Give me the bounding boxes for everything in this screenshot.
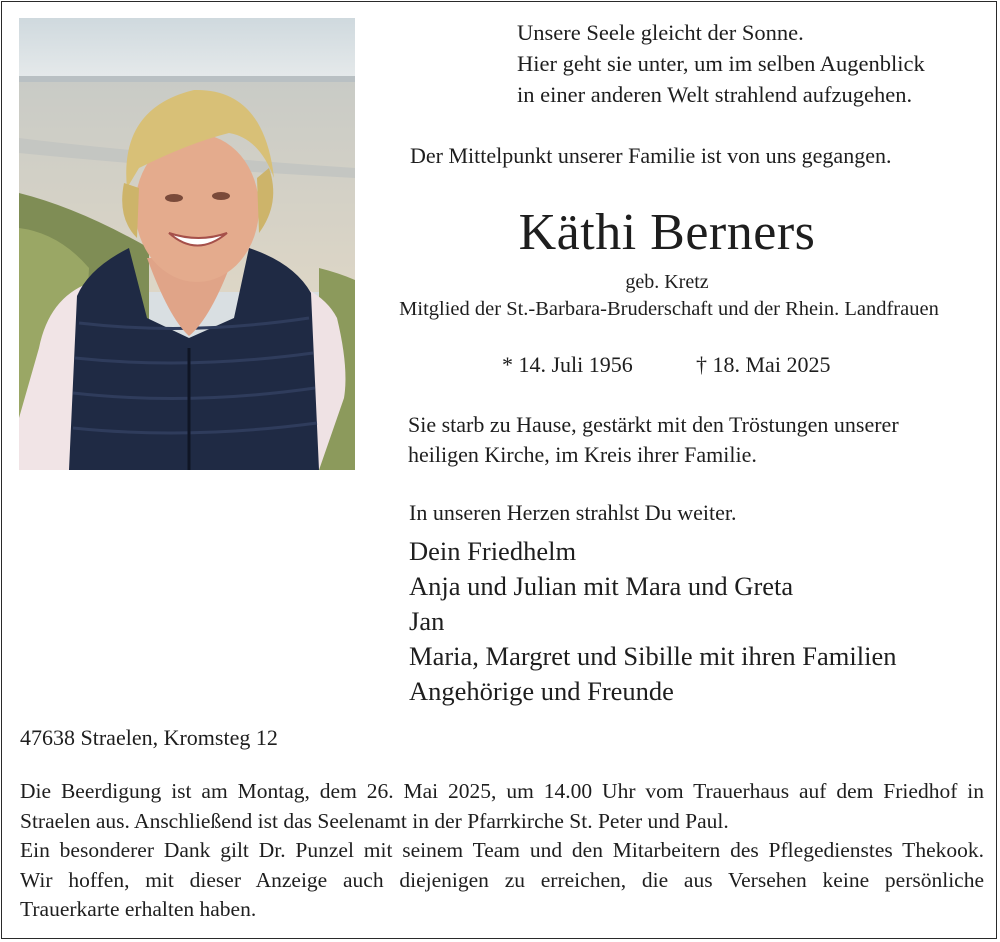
- birth-date: * 14. Juli 1956: [502, 352, 633, 377]
- quote-line: Unsere Seele gleicht der Sonne.: [517, 20, 804, 45]
- portrait-photo-graphic: [19, 18, 355, 470]
- address: 47638 Straelen, Kromsteg 12: [20, 725, 278, 750]
- quote-line: in einer anderen Welt strahlend aufzugehen.: [517, 82, 913, 107]
- mourner-entry: Dein Friedhelm: [409, 536, 577, 566]
- funeral-details: [20, 777, 984, 925]
- mourners-list: [409, 534, 896, 709]
- mourner-entry: Maria, Margret und Sibille mit ihren Familien: [409, 641, 897, 671]
- heart-line: In unseren Herzen strahlst Du weiter.: [409, 500, 737, 525]
- mourner-entry: Jan: [409, 606, 445, 636]
- intro-text: Der Mittelpunkt unserer Familie ist von uns gegangen.: [410, 143, 892, 168]
- funeral-line: Die Beerdigung ist am Montag, dem 26. Mai 2025, um 14.00 Uhr vom Trauerhaus auf dem Friedhof in: [20, 779, 984, 803]
- quote-line: Hier geht sie unter, um im selben Augenblick: [517, 51, 925, 76]
- passing-line: heiligen Kirche, im Kreis ihrer Familie.: [408, 442, 757, 467]
- deceased-name: Käthi Berners: [518, 204, 816, 261]
- funeral-line: Ein besonderer Dank gilt Dr. Punzel mit seinem Team und den Mitarbeitern des Pflegedienstes Thekook.: [20, 838, 984, 862]
- membership-text: Mitglied der St.-Barbara-Bruderschaft und der Rhein. Landfrauen: [399, 298, 939, 320]
- death-date: † 18. Mai 2025: [696, 352, 831, 377]
- obituary-notice: [1, 1, 997, 939]
- mourner-entry: Anja und Julian mit Mara und Greta: [409, 571, 794, 601]
- passing-text: [408, 410, 899, 470]
- memorial-quote: [517, 17, 925, 110]
- funeral-line: Wir hoffen, mit dieser Anzeige auch diejenigen zu erreichen, die aus Versehen keine persönliche: [20, 867, 984, 892]
- funeral-line: Trauerkarte erhalten haben.: [20, 897, 257, 921]
- birth-name: geb. Kretz: [625, 271, 709, 293]
- mourner-entry: Angehörige und Freunde: [409, 676, 674, 706]
- passing-line: Sie starb zu Hause, gestärkt mit den Tröstungen unserer: [408, 412, 899, 437]
- portrait-photo: [19, 18, 355, 470]
- funeral-line: Straelen aus. Anschließend ist das Seelenamt in der Pfarrkirche St. Peter und Paul.: [20, 808, 729, 833]
